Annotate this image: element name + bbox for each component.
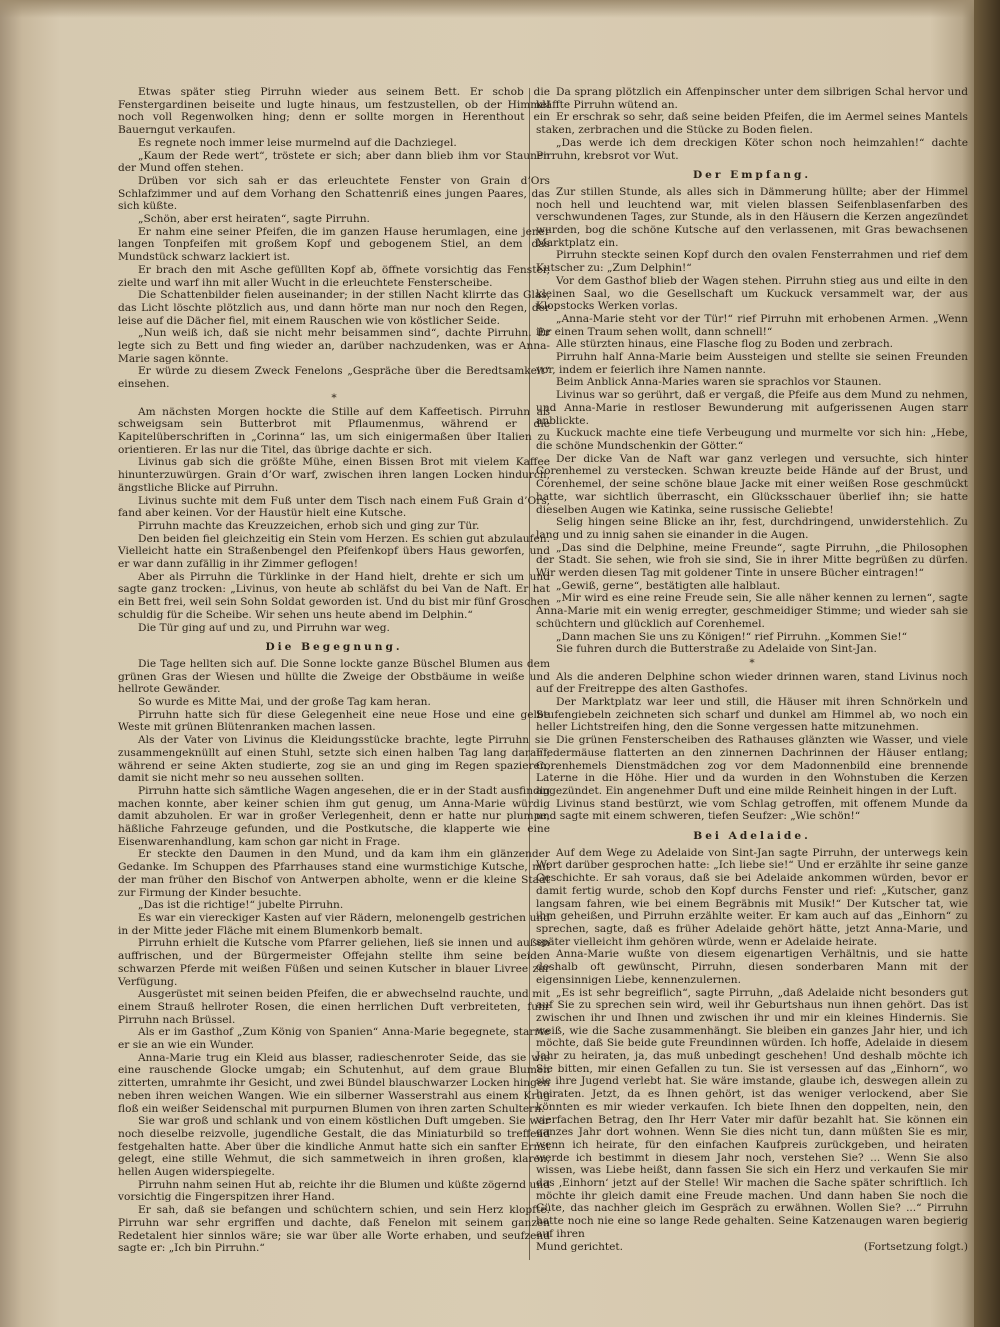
paragraph: Er nahm eine seiner Pfeifen, die im ganzen Hause herumlagen, eine jener langen Tonpfeifen mit großem Kopf und gebogenem Stiel, an dem das Mundstück schwarz lackiert ist. bbox=[118, 225, 550, 264]
paragraph: Selig hingen seine Blicke an ihr, fest, durchdringend, unwiderstehlich. Zu lang und zu innig sahen sie einander in die Augen. bbox=[536, 516, 968, 541]
paragraph: Er brach den mit Asche gefüllten Kopf ab, öffnete vorsichtig das Fenster, zielte und warf ihn mit aller Wucht in die erleuchtete Fensterscheibe. bbox=[118, 263, 550, 289]
final-line-text: Mund gerichtet. bbox=[536, 1240, 624, 1253]
paragraph: „Nun weiß ich, daß sie nicht mehr beisammen sind“, dachte Pirruhn. Er legte sich zu Bett und fing wieder an, darüber nachzudenken, was er Anna-Marie sagen könnte. bbox=[118, 327, 550, 365]
paragraph: Ausgerüstet mit seinen beiden Pfeifen, die er abwechselnd rauchte, und mit einem Strauß hellroter Rosen, die einen herrlichen Duft verbreiteten, fuhr Pirruhn nach Brüssel. bbox=[118, 988, 550, 1026]
paragraph: Pirruhn nahm seinen Hut ab, reichte ihr die Blumen und küßte zögernd und vorsichtig die Fingerspitzen ihrer Hand. bbox=[118, 1178, 550, 1204]
right-column-part-4 bbox=[536, 847, 968, 1241]
paragraph: Drüben vor sich sah er das erleuchtete Fenster von Grain d’Ors Schlafzimmer und auf dem Vorhang den Schattenriß eines jungen Paares, das sich küßte. bbox=[118, 174, 550, 213]
paragraph: Da sprang plötzlich ein Affenpinscher unter dem silbrigen Schal hervor und kläffte Pirruhn wütend an. bbox=[536, 86, 968, 111]
paragraph: Vor dem Gasthof blieb der Wagen stehen. Pirruhn stieg aus und eilte in den kleinen Saal, wo die Gesellschaft um Kuckuck versammelt war, der aus Klopstocks Werken vorlas. bbox=[536, 274, 968, 313]
paragraph: Am nächsten Morgen hockte die Stille auf dem Kaffeetisch. Pirruhn aß schweigsam sein Butterbrot mit Pflaumenmus, während er die Kapitelüberschriften in „Corinna“ las, um sich einigermaßen über Italien zu orientieren. Er las nur die Titel, das übrige dachte er sich. bbox=[118, 405, 550, 456]
continued-note: (Fortsetzung folgt.) bbox=[863, 1240, 968, 1253]
paragraph: „Das sind die Delphine, meine Freunde“, sagte Pirruhn, „die Philosophen der Stadt. Sie sehen, wie froh sie sind, Sie in ihrer Mitte begrüßen zu dürfen. Wir werden diesen Tag mit goldener Tinte in unsere Bücher eintragen!“ bbox=[536, 541, 968, 580]
paragraph: Pirruhn erhielt die Kutsche vom Pfarrer geliehen, ließ sie innen und außen auffrischen, und der Bürgermeister Offejahn stellte ihm seine beiden schwarzen Pferde mit weißen Füßen und seinen Kutscher in blauer Livree zur Verfügung. bbox=[118, 937, 550, 988]
left-column bbox=[118, 86, 550, 1255]
paragraph: Pirruhn hatte sich für diese Gelegenheit eine neue Hose und eine gelbe Weste mit grünen Blütenranken machen lassen. bbox=[118, 708, 550, 734]
paragraph: Er steckte den Daumen in den Mund, und da kam ihm ein glänzender Gedanke. Im Schuppen des Pfarrhauses stand eine wurmstichige Kutsche, mit der man früher den Bischof von Antwerpen abholte, wenn er die kleine Stadt zur Firmung der Kinder besuchte. bbox=[118, 848, 550, 899]
paragraph: Er sah, daß sie befangen und schüchtern schien, und sein Herz klopfte. Pirruhn war sehr ergriffen und dachte, daß Fenelon mit seinem ganzen Redetalent hier sinnlos wäre; sie war über alle Worte erhaben, und seufzend sagte er: „Ich bin Pirruhn.“ bbox=[118, 1204, 550, 1255]
section-break-star: * bbox=[749, 656, 755, 669]
paragraph: Auf dem Wege zu Adelaide von Sint-Jan sagte Pirruhn, der unterwegs kein Wort darüber gesprochen hatte: „Ich liebe sie!“ Und er erzählte ihr seine ganze Geschichte. Er sah voraus, daß sie bei Adelaide ankommen würden, bevor er damit fertig wurde, schob den Kopf durchs Fenster und rief: „Kutscher, ganz langsam fahren, wie bei einem Begräbnis mit Musik!“ Der Kutscher tat, wie ihm geheißen, und Pirruhn erzählte weiter. Er kam auch auf das „Einhorn“ zu sprechen, sagte, daß es früher Adelaide gehört hätte, jetzt Anna-Marie, und später vielleicht ihm gehören würde, wenn er Adelaide heirate. bbox=[536, 846, 968, 948]
paragraph: Kuckuck machte eine tiefe Verbeugung und murmelte vor sich hin: „Hebe, die schöne Mundschenkin der Götter.“ bbox=[536, 427, 968, 452]
right-column-part-1 bbox=[536, 86, 968, 162]
final-line bbox=[536, 1241, 968, 1254]
paragraph: „Schön, aber erst heiraten“, sagte Pirruhn. bbox=[138, 213, 370, 226]
paragraph: Sie war groß und schlank und von einem köstlichen Duft umgeben. Sie war noch dieselbe reizvolle, jugendliche Gestalt, die das Miniaturbild so treffend festgehalten hatte. Aber über die kindliche Anmut hatte sich ein sanfter Ernst gelegt, eine stille Wehmut, die sich sammetweich in ihren großen, klaren, hellen Augen widerspiegelte. bbox=[118, 1115, 550, 1179]
paragraph: Pirruhn half Anna-Marie beim Aussteigen und stellte sie seinen Freunden vor, indem er feierlich ihre Namen nannte. bbox=[536, 351, 968, 376]
paragraph: Es war ein viereckiger Kasten auf vier Rädern, melonengelb gestrichen und in der Mitte jeder Fläche mit einem Blumenkorb bemalt. bbox=[118, 912, 550, 937]
paragraph: Aber als Pirruhn die Türklinke in der Hand hielt, drehte er sich um und sagte ganz trocken: „Livinus, von heute ab schläfst du bei Van de Naft. Er hat ein Bett frei, weil sein Sohn Soldat geworden ist. Und du bist mir fünf Groschen schuldig für die Scheibe. Wir sehen uns heute abend im Delphin.“ bbox=[118, 570, 550, 621]
section-heading-empfang: Der Empfang. bbox=[692, 169, 812, 182]
paragraph: So wurde es Mitte Mai, und der große Tag kam heran. bbox=[138, 696, 431, 709]
paragraph: Livinus war so gerührt, daß er vergaß, die Pfeife aus dem Mund zu nehmen, und Anna-Marie in restloser Bewunderung mit aufgerissenen Augen starr anblickte. bbox=[536, 389, 968, 427]
left-column-part-3 bbox=[118, 658, 550, 1255]
paragraph: Als die anderen Delphine schon wieder drinnen waren, stand Livinus noch auf der Freitreppe des alten Gasthofes. bbox=[536, 670, 968, 696]
paragraph: Es regnete noch immer leise murmelnd auf die Dachziegel. bbox=[138, 136, 457, 149]
paragraph: Der Marktplatz war leer und still, die Häuser mit ihren Schnörkeln und Stufengiebeln zeichneten sich scharf und dunkel am Himmel ab, wo noch ein heller Lichtstreifen hing, den die Sonne vergessen hatte mitzunehmen. bbox=[536, 696, 968, 734]
paragraph: Sie fuhren durch die Butterstraße zu Adelaide von Sint-Jan. bbox=[556, 643, 877, 656]
paragraph: „Es ist sehr begreiflich“, sagte Pirruhn, „daß Adelaide nicht besonders gut auf Sie zu sprechen sein wird, weil ihr Geburtshaus nun ihnen gehört. Das ist zwischen ihr und Ihnen und zwischen ihr und mir ein kleines Hindernis. Sie weiß, wie die Sache zusammenhängt. Sie bleiben ein ganzes Jahr hier, und ich möchte, daß Sie beide gute Freundinnen würden. Ich hoffe, Adelaide in diesem Jahr zu heiraten, ja, das muß unbedingt geschehen! Und deshalb möchte ich Sie bitten, mir einen Gefallen zu tun. Sie ist versessen auf das „Einhorn“, wo sie ihre Jugend verlebt hat. Sie wäre imstande, glaube ich, deswegen allein zu heiraten. Jetzt, da es Ihnen gehört, ist das weniger verlockend, aber Sie könnten es mir wieder verkaufen. Ich biete Ihnen den doppelten, nein, den vierfachen Betrag, den Ihr Herr Vater mir dafür bezahlt hat. Sie können ein ganzes Jahr dort wohnen. Wenn Sie dies nicht tun, dann müßten Sie es mir, wenn ich heirate, für den einfachen Kaufpreis zurückgeben, und heiraten werde ich bestimmt in diesem Jahr noch, verstehen Sie? ... Wenn Sie also wissen, was Liebe heißt, dann fassen Sie sich ein Herz und verkaufen Sie mir das ‚Einhorn‘ jetzt auf der Stelle! Wir machen die Sache später schriftlich. Ich möchte ihr gleich damit eine Freude machen. Und dann haben Sie noch die Güte, das nachher gleich im Gespräch zu erwähnen. Wollen Sie? ...“ Pirruhn hatte noch nie eine so lange Rede gehalten. Seine Katzenaugen waren begierig auf ihren bbox=[536, 986, 968, 1240]
paragraph: Die grünen Fensterscheiben des Rathauses glänzten wie Wasser, und viele Fledermäuse flatterten an den zinnernen Dachrinnen der Häuser entlang; Corenhemels Dienstmädchen zog vor dem Madonnenbild eine brennende Laterne in die Höhe. Hier und da wurden in den Wohnstuben die Kerzen angezündet. Ein angenehmer Duft und eine milde Reinheit hingen in der Luft. bbox=[536, 734, 968, 797]
paragraph: Der dicke Van de Naft war ganz verlegen und versuchte, sich hinter Corenhemel zu verstecken. Schwan kreuzte beide Hände auf der Brust, und Corenhemel, der seine schöne blaue Jacke mit einer weißen Rose geschmückt hatte, war sichtlich überrascht, ein Glücksschauer überlief ihn; sie hatte dieselben Augen wie Katinka, seine russische Geliebte! bbox=[536, 452, 968, 516]
paragraph: „Anna-Marie steht vor der Tür!“ rief Pirruhn mit erhobenen Armen. „Wenn ihr einen Traum sehen wollt, dann schnell!“ bbox=[536, 312, 968, 338]
paragraph: Die Tage hellten sich auf. Die Sonne lockte ganze Büschel Blumen aus dem grünen Gras der Wiesen und hüllte die Zweige der Obstbäume in weiße und hellrote Gewänder. bbox=[118, 657, 550, 696]
section-break-star: * bbox=[331, 391, 337, 404]
right-column bbox=[536, 86, 968, 1253]
paragraph: Pirruhn hatte sich sämtliche Wagen angesehen, die er in der Stadt ausfindig machen konnte, aber keiner schien ihm gut genug, um Anna-Marie würdig damit abzuholen. Er war in großer Verlegenheit, denn er hatte nur plumpe, häßliche Fahrzeuge gefunden, und die Postkutsche, die klapperte wie eine Eisenwarenhandlung, kam schon gar nicht in Frage. bbox=[118, 784, 550, 848]
paragraph: „Kaum der Rede wert“, tröstete er sich; aber dann blieb ihm vor Staunen der Mund offen stehen. bbox=[118, 149, 550, 175]
paragraph: Alle stürzten hinaus, eine Flasche flog zu Boden und zerbrach. bbox=[556, 338, 894, 351]
paragraph: Livinus gab sich die größte Mühe, einen Bissen Brot mit vielem Kaffee hinunterzuwürgen. Grain d’Or warf, zwischen ihren langen Locken hindurch, ängstliche Blicke auf Pirruhn. bbox=[118, 456, 550, 494]
right-column-part-3 bbox=[536, 671, 968, 823]
paragraph: Anna-Marie trug ein Kleid aus blasser, radieschenroter Seide, das sie wie eine rauschende Glocke umgab; ein Schutenhut, auf dem graue Blumen zitterten, umrahmte ihr Gesicht, und zwei Bündel blauschwarzer Locken hingen neben ihren weichen Wangen. Wie ein silberner Wasserstrahl aus einem Krug floß ein weißer Seidenschal mit purpurnen Blumen von ihren zarten Schultern. bbox=[118, 1051, 550, 1115]
section-heading-adelaide: Bei Adelaide. bbox=[693, 830, 811, 843]
left-column-part-1 bbox=[118, 86, 550, 391]
right-column-part-2 bbox=[536, 186, 968, 656]
section-heading-begegnung: Die Begegnung. bbox=[265, 641, 403, 654]
paragraph: Er erschrak so sehr, daß seine beiden Pfeifen, die im Aermel seines Mantels staken, zerbrachen und die Stücke zu Boden fielen. bbox=[536, 111, 968, 137]
paragraph: „Mir wird es eine reine Freude sein, Sie alle näher kennen zu lernen“, sagte Anna-Marie mit ein wenig erregter, geschmeidiger Stimme; und wieder sah sie schüchtern und glücklich auf Corenhemel. bbox=[536, 592, 968, 630]
paragraph: Die Schattenbilder fielen auseinander; in der stillen Nacht klirrte das Glas, das Licht löschte plötzlich aus, und dann hörte man nur noch den Regen, der leise auf die Dächer fiel, mit einem Rauschen wie von köstlicher Seide. bbox=[118, 289, 550, 327]
paragraph: Etwas später stieg Pirruhn wieder aus seinem Bett. Er schob die Fenstergardinen beiseite und lugte hinaus, um festzustellen, ob der Himmel noch voll Regenwolken hing; denn er sollte morgen in Herenthout ein Bauerngut verkaufen. bbox=[118, 86, 550, 137]
paragraph: Den beiden fiel gleichzeitig ein Stein vom Herzen. Es schien gut abzulaufen. Vielleicht hatte ein Straßenbengel den Pfeifenkopf übers Haus geworfen, und er war dann zufällig in ihr Zimmer geflogen! bbox=[118, 532, 550, 571]
paragraph: Pirruhn machte das Kreuzzeichen, erhob sich und ging zur Tür. bbox=[138, 519, 480, 532]
paragraph: Livinus suchte mit dem Fuß unter dem Tisch nach einem Fuß Grain d’Ors, fand aber keinen. Vor der Haustür hielt eine Kutsche. bbox=[118, 494, 550, 520]
paragraph: „Gewiß, gerne“, bestätigten alle halblaut. bbox=[556, 579, 781, 592]
left-column-part-2 bbox=[118, 406, 550, 635]
paragraph: Beim Anblick Anna-Maries waren sie sprachlos vor Staunen. bbox=[556, 376, 882, 389]
page-top-edge bbox=[0, 0, 1000, 18]
paragraph: Als er im Gasthof „Zum König von Spanien“ Anna-Marie begegnete, starrte er sie an wie ein Wunder. bbox=[118, 1026, 550, 1052]
paragraph: Die Tür ging auf und zu, und Pirruhn war weg. bbox=[138, 621, 390, 634]
paragraph: Livinus stand bestürzt, wie vom Schlag getroffen, mit offenem Munde da und sagte mit einem schweren, tiefen Seufzer: „Wie schön!“ bbox=[536, 797, 968, 823]
book-binding-edge bbox=[974, 0, 1000, 1327]
paragraph: Er würde zu diesem Zweck Fenelons „Gespräche über die Beredtsamkeit“ einsehen. bbox=[118, 365, 550, 391]
paragraph: „Dann machen Sie uns zu Königen!“ rief Pirruhn. „Kommen Sie!“ bbox=[556, 630, 908, 643]
paragraph: Zur stillen Stunde, als alles sich in Dämmerung hüllte; aber der Himmel noch hell und leuchtend war, mit vielen blassen Seifenblasenfarben des verschwundenen Tages, zur Stunde, als in den Häusern die Kerzen angezündet wurden, bog die schöne Kutsche auf den verlassenen, mit Gras bewachsenen Marktplatz ein. bbox=[536, 185, 968, 249]
paragraph: Anna-Marie wußte von diesem eigenartigen Verhältnis, und sie hatte deshalb oft gewünscht, Pirruhn, diesen sonderbaren Mann mit der eigensinnigen Liebe, kennenzulernen. bbox=[536, 948, 968, 986]
paragraph: Pirruhn steckte seinen Kopf durch den ovalen Fensterrahmen und rief dem Kutscher zu: „Zum Delphin!“ bbox=[536, 249, 968, 275]
paragraph: „Das werde ich dem dreckigen Köter schon noch heimzahlen!“ dachte Pirruhn, krebsrot vor Wut. bbox=[536, 136, 968, 162]
paragraph: Als der Vater von Livinus die Kleidungsstücke brachte, legte Pirruhn sie zusammengeknüllt auf einen Stuhl, setzte sich einen halben Tag lang darauf, während er seine Akten studierte, zog sie an und ging im Regen spazieren, damit sie nicht mehr so neu aussehen sollten. bbox=[118, 734, 550, 785]
paragraph: „Das ist die richtige!“ jubelte Pirruhn. bbox=[138, 899, 344, 912]
